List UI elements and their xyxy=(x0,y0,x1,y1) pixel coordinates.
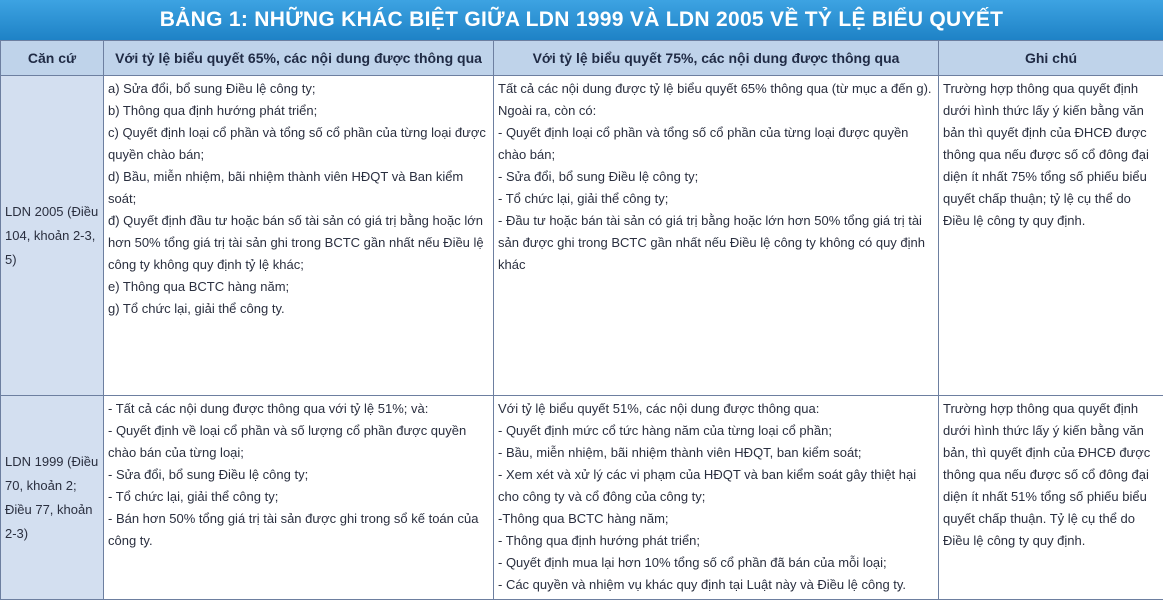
list-item: - Các quyền và nhiệm vụ khác quy định tại Luật này và Điều lệ công ty. xyxy=(498,577,907,592)
table-title: BẢNG 1: NHỮNG KHÁC BIỆT GIỮA LDN 1999 VÀ LDN 2005 VỀ TỶ LỆ BIỂU QUYẾT xyxy=(0,0,1163,40)
list-item: - Sửa đổi, bổ sung Điều lệ công ty; xyxy=(498,169,699,184)
list-item: - Tất cả các nội dung được thông qua với tỷ lệ 51%; và: xyxy=(108,401,429,416)
table-row xyxy=(1,76,1163,396)
list-item: - Quyết định loại cổ phần và tổng số cổ phần của từng loại được quyền chào bán; xyxy=(498,125,909,162)
list-item: - Thông qua định hướng phát triển; xyxy=(498,533,701,548)
list-item: a) Sửa đổi, bổ sung Điều lệ công ty; xyxy=(108,81,316,96)
list-item: - Sửa đổi, bổ sung Điều lệ công ty; xyxy=(108,467,309,482)
list-item: d) Bầu, miễn nhiệm, bãi nhiệm thành viên HĐQT và Ban kiểm soát; xyxy=(108,169,464,206)
list-item: đ) Quyết định đầu tư hoặc bán số tài sản có giá trị bằng hoặc lớn hơn 50% tổng giá trị tài sản ghi trong BCTC gần nhất nếu Điều lệ công ty không quy định tỷ lệ khác; xyxy=(108,213,484,272)
list-item: Với tỷ lệ biểu quyết 51%, các nội dung được thông qua: xyxy=(498,401,820,416)
list-item: - Đầu tư hoặc bán tài sản có giá trị bằng hoặc lớn hơn 50% tổng giá trị tài sản được ghi trong BCTC gần nhất nếu Điều lệ công ty không có quy định khác xyxy=(498,213,925,272)
table-row xyxy=(1,396,1163,600)
note-cell: Trường hợp thông qua quyết định dưới hình thức lấy ý kiến bằng văn bản, thì quyết định của ĐHCĐ được thông qua nếu được số cổ đông đại diện ít nhất 51% tổng số phiếu biểu quyết chấp thuận. Tỷ lệ cụ thể do Điều lệ công ty quy định. xyxy=(939,396,1163,600)
basis-cell: LDN 1999 (Điều 70, khoản 2; Điều 77, khoản 2-3) xyxy=(1,396,104,600)
cell-75 xyxy=(494,396,939,600)
header-75: Với tỷ lệ biểu quyết 75%, các nội dung được thông qua xyxy=(494,41,939,76)
comparison-table xyxy=(0,40,1163,600)
header-65: Với tỷ lệ biểu quyết 65%, các nội dung được thông qua xyxy=(104,41,494,76)
list-item: - Quyết định mua lại hơn 10% tổng số cổ phần đã bán của mỗi loại; xyxy=(498,555,887,570)
cell-65 xyxy=(104,396,494,600)
list-item: -Thông qua BCTC hàng năm; xyxy=(498,511,669,526)
list-item: - Bầu, miễn nhiệm, bãi nhiệm thành viên HĐQT, ban kiểm soát; xyxy=(498,445,862,460)
cell-75 xyxy=(494,76,939,396)
list-item: - Tổ chức lại, giải thể công ty; xyxy=(498,191,669,206)
cell-65 xyxy=(104,76,494,396)
list-item: - Xem xét và xử lý các vi phạm của HĐQT và ban kiểm soát gây thiệt hại cho công ty và cổ đông của công ty; xyxy=(498,467,917,504)
list-item: g) Tổ chức lại, giải thể công ty. xyxy=(108,301,285,316)
basis-cell: LDN 2005 (Điều 104, khoản 2-3, 5) xyxy=(1,76,104,396)
list-item: Tất cả các nội dung được tỷ lệ biểu quyết 65% thông qua (từ mục a đến g). Ngoài ra, còn có: xyxy=(498,81,932,118)
header-row xyxy=(1,41,1163,76)
header-basis: Căn cứ xyxy=(1,41,104,76)
list-item: c) Quyết định loại cổ phần và tổng số cổ phần của từng loại được quyền chào bán; xyxy=(108,125,486,162)
list-item: e) Thông qua BCTC hàng năm; xyxy=(108,279,290,294)
list-item: - Quyết định về loại cổ phần và số lượng cổ phần được quyền chào bán của từng loại; xyxy=(108,423,467,460)
note-cell: Trường hợp thông qua quyết định dưới hình thức lấy ý kiến bằng văn bản thì quyết định của ĐHCĐ được thông qua nếu được số cổ đông đại diện ít nhất 75% tổng số phiếu biểu quyết chấp thuận; tỷ lệ cụ thể do Điều lệ công ty quy định. xyxy=(939,76,1163,396)
list-item: b) Thông qua định hướng phát triển; xyxy=(108,103,318,118)
list-item: - Quyết định mức cổ tức hàng năm của từng loại cổ phần; xyxy=(498,423,832,438)
list-item: - Bán hơn 50% tổng giá trị tài sản được ghi trong sổ kế toán của công ty. xyxy=(108,511,479,548)
header-note: Ghi chú xyxy=(939,41,1163,76)
list-item: - Tổ chức lại, giải thể công ty; xyxy=(108,489,279,504)
